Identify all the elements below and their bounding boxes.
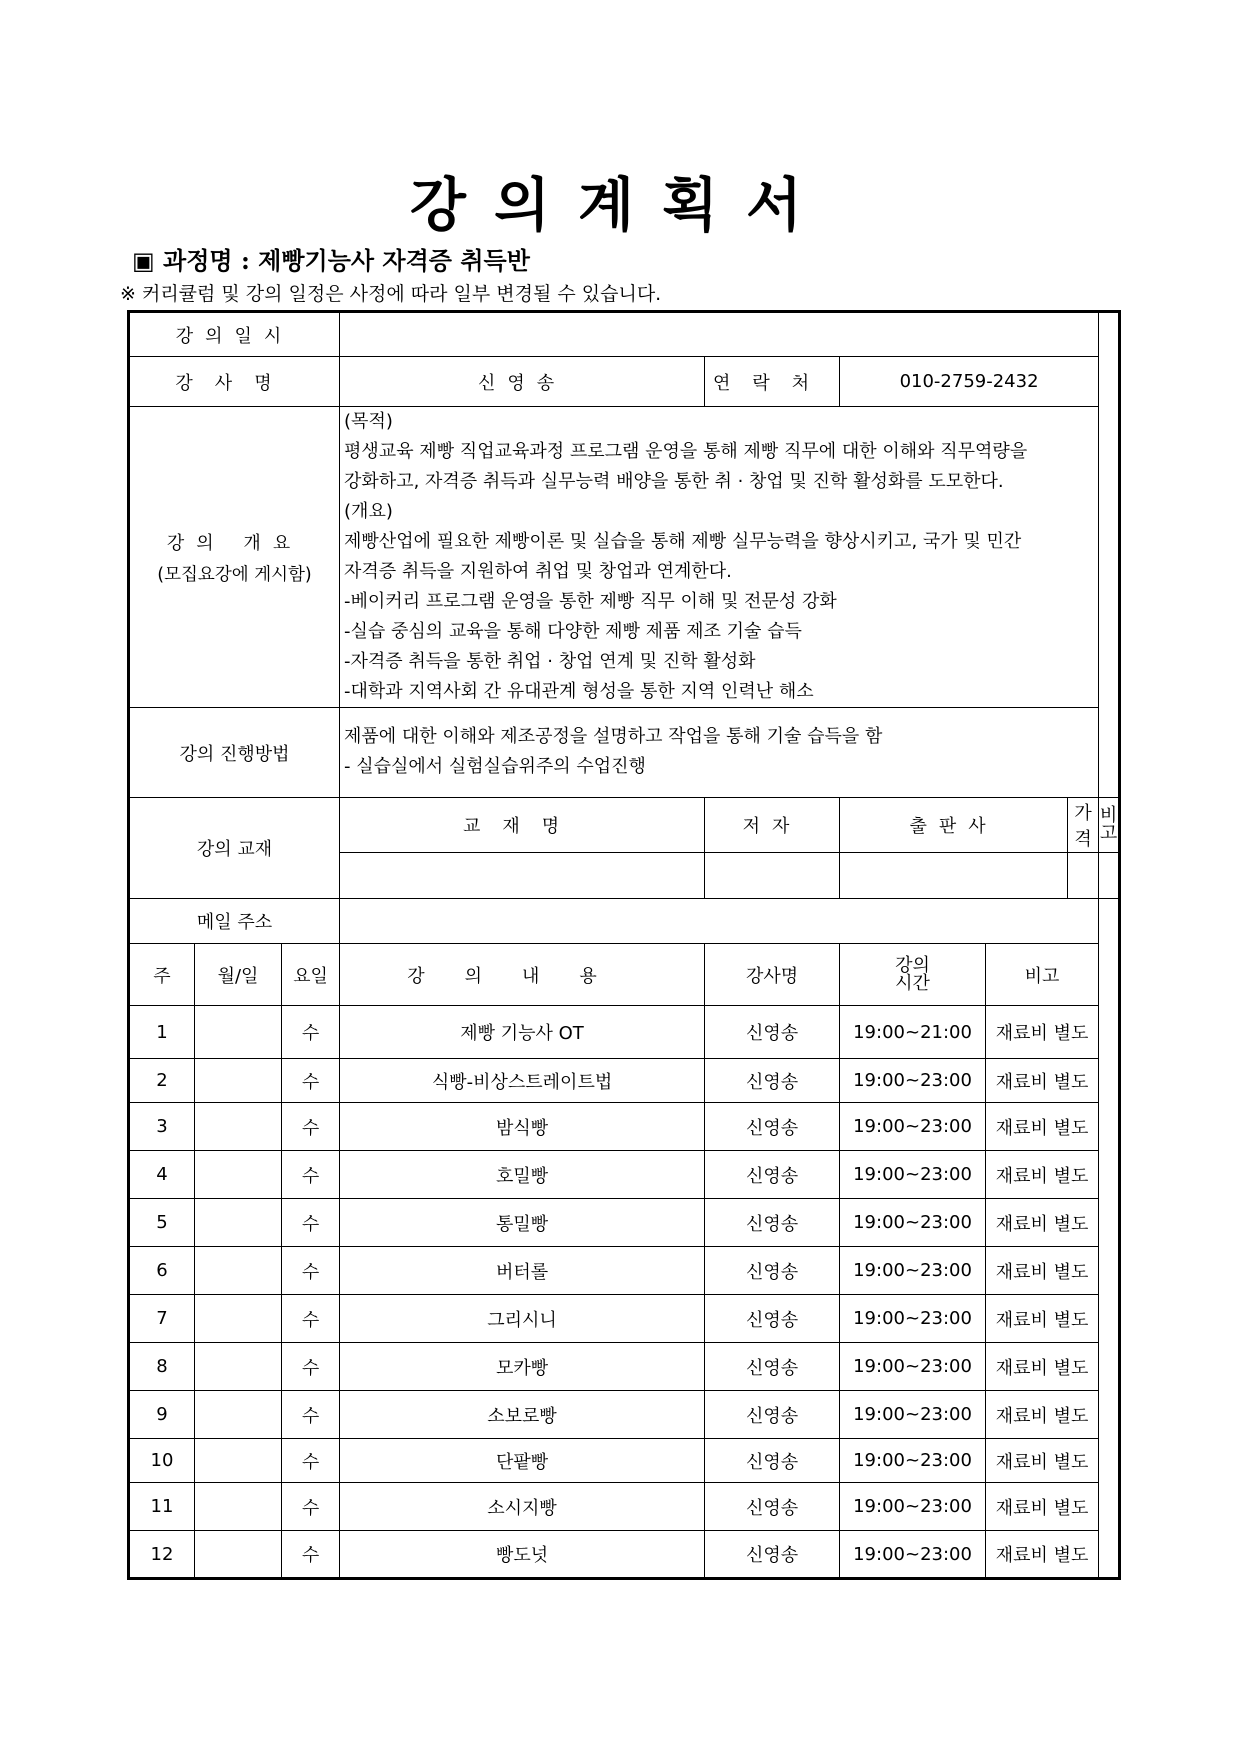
date-cell [195, 1343, 282, 1391]
day-cell: 수 [282, 1343, 340, 1391]
textbook-publisher-cell [840, 853, 1068, 899]
content-cell: 모카빵 [340, 1343, 705, 1391]
week-cell: 1 [129, 1006, 195, 1059]
time-cell: 19:00~23:00 [840, 1439, 986, 1483]
week-cell: 6 [129, 1247, 195, 1295]
date-value [340, 312, 1099, 357]
schedule-row [129, 1151, 1120, 1199]
textbook-header-publisher: 출판사 [840, 798, 1068, 853]
date-cell [195, 1439, 282, 1483]
method-line: - 실습실에서 실험실습위주의 수업진행 [344, 756, 646, 777]
date-header: 월/일 [195, 944, 282, 1006]
overview-line: 평생교육 제빵 직업교육과정 프로그램 운영을 통해 제빵 직무에 대한 이해와 직무역량을 [344, 441, 1028, 462]
schedule-row [129, 1006, 1120, 1059]
schedule-row [129, 1439, 1120, 1483]
note-cell: 재료비 별도 [986, 1531, 1099, 1579]
time-cell: 19:00~23:00 [840, 1483, 986, 1531]
note-cell: 재료비 별도 [986, 1483, 1099, 1531]
contact-value: 010-2759-2432 [840, 357, 1099, 407]
date-cell [195, 1199, 282, 1247]
note-cell: 재료비 별도 [986, 1151, 1099, 1199]
day-cell: 수 [282, 1006, 340, 1059]
instructor-cell: 신영송 [705, 1247, 840, 1295]
instructor-cell: 신영송 [705, 1531, 840, 1579]
schedule-row [129, 1531, 1120, 1579]
date-cell [195, 1483, 282, 1531]
content-cell: 소보로빵 [340, 1391, 705, 1439]
time-header: 강의시간 [840, 944, 986, 1006]
method-content [340, 708, 1099, 798]
week-cell: 2 [129, 1059, 195, 1103]
day-cell: 수 [282, 1391, 340, 1439]
content-cell: 버터롤 [340, 1247, 705, 1295]
day-cell: 수 [282, 1483, 340, 1531]
content-cell: 호밀빵 [340, 1151, 705, 1199]
note-cell: 재료비 별도 [986, 1295, 1099, 1343]
overview-label: 강의 개요 [166, 532, 303, 554]
day-cell: 수 [282, 1059, 340, 1103]
day-cell: 수 [282, 1247, 340, 1295]
date-cell [195, 1151, 282, 1199]
time-cell: 19:00~23:00 [840, 1391, 986, 1439]
date-cell [195, 1059, 282, 1103]
schedule-row [129, 1059, 1120, 1103]
instructor-label: 강사명 [129, 357, 340, 407]
note-header: 비고 [986, 944, 1099, 1006]
day-cell: 수 [282, 1151, 340, 1199]
overview-label-cell [129, 407, 340, 708]
schedule-row [129, 1103, 1120, 1151]
textbook-author-cell [705, 853, 840, 899]
overview-content [340, 407, 1099, 708]
week-cell: 4 [129, 1151, 195, 1199]
lecture-plan-table [127, 310, 1121, 1580]
overview-line: (목적) [344, 411, 393, 432]
content-cell: 빵도넛 [340, 1531, 705, 1579]
schedule-row [129, 1199, 1120, 1247]
overview-line: 강화하고, 자격증 취득과 실무능력 배양을 통한 취 · 창업 및 진학 활성화를 도모한다. [344, 471, 1004, 492]
textbook-note-cell [1099, 853, 1120, 899]
note-cell: 재료비 별도 [986, 1439, 1099, 1483]
textbook-header-note: 비고 [1099, 798, 1120, 853]
instructor-cell: 신영송 [705, 1391, 840, 1439]
overview-line: -베이커리 프로그램 운영을 통한 제빵 직무 이해 및 전문성 강화 [344, 591, 837, 612]
week-header: 주 [129, 944, 195, 1006]
date-cell [195, 1391, 282, 1439]
day-cell: 수 [282, 1295, 340, 1343]
overview-line: 제빵산업에 필요한 제빵이론 및 실습을 통해 제빵 실무능력을 향상시키고, 국가 및 민간 [344, 531, 1022, 552]
time-cell: 19:00~23:00 [840, 1295, 986, 1343]
schedule-notice: ※ 커리큘럼 및 강의 일정은 사정에 따라 일부 변경될 수 있습니다. [120, 283, 662, 305]
instructor-cell: 신영송 [705, 1439, 840, 1483]
note-cell: 재료비 별도 [986, 1199, 1099, 1247]
content-cell: 식빵-비상스트레이트법 [340, 1059, 705, 1103]
week-cell: 12 [129, 1531, 195, 1579]
date-cell [195, 1006, 282, 1059]
day-header: 요일 [282, 944, 340, 1006]
note-cell: 재료비 별도 [986, 1103, 1099, 1151]
note-cell: 재료비 별도 [986, 1391, 1099, 1439]
date-cell [195, 1103, 282, 1151]
week-cell: 8 [129, 1343, 195, 1391]
instructor-cell: 신영송 [705, 1006, 840, 1059]
time-cell: 19:00~23:00 [840, 1247, 986, 1295]
note-cell: 재료비 별도 [986, 1343, 1099, 1391]
schedule-row [129, 1391, 1120, 1439]
contact-label: 연락처 [705, 357, 840, 407]
overview-sublabel: (모집요강에 게시함) [157, 564, 312, 585]
time-cell: 19:00~23:00 [840, 1199, 986, 1247]
method-line: 제품에 대한 이해와 제조공정을 설명하고 작업을 통해 기술 습득을 함 [344, 726, 883, 747]
textbook-header-price: 가격 [1068, 798, 1099, 853]
day-cell: 수 [282, 1531, 340, 1579]
instructor-cell: 신영송 [705, 1199, 840, 1247]
week-cell: 7 [129, 1295, 195, 1343]
content-cell: 그리시니 [340, 1295, 705, 1343]
schedule-row [129, 1295, 1120, 1343]
content-header: 강의내용 [340, 944, 705, 1006]
textbook-name-cell [340, 853, 705, 899]
week-cell: 3 [129, 1103, 195, 1151]
overview-line: -실습 중심의 교육을 통해 다양한 제빵 제품 제조 기술 습득 [344, 621, 802, 642]
content-cell: 제빵 기능사 OT [340, 1006, 705, 1059]
schedule-row [129, 1343, 1120, 1391]
instructor-cell: 신영송 [705, 1295, 840, 1343]
content-cell: 밤식빵 [340, 1103, 705, 1151]
instructor-cell: 신영송 [705, 1343, 840, 1391]
method-label: 강의 진행방법 [129, 708, 340, 798]
overview-line: (개요) [344, 501, 393, 522]
day-cell: 수 [282, 1199, 340, 1247]
day-cell: 수 [282, 1103, 340, 1151]
note-cell: 재료비 별도 [986, 1059, 1099, 1103]
schedule-rows [129, 1006, 1120, 1579]
time-cell: 19:00~23:00 [840, 1343, 986, 1391]
course-name: ▣ 과정명 : 제빵기능사 자격증 취득반 [132, 246, 530, 275]
instructor-cell: 신영송 [705, 1103, 840, 1151]
email-label: 메일 주소 [129, 899, 340, 944]
note-cell: 재료비 별도 [986, 1247, 1099, 1295]
date-cell [195, 1295, 282, 1343]
schedule-row [129, 1247, 1120, 1295]
content-cell: 단팥빵 [340, 1439, 705, 1483]
week-cell: 5 [129, 1199, 195, 1247]
overview-line: -자격증 취득을 통한 취업 · 창업 연계 및 진학 활성화 [344, 651, 756, 672]
page-title: 강의계획서 [409, 171, 831, 239]
week-cell: 10 [129, 1439, 195, 1483]
schedule-row [129, 1483, 1120, 1531]
date-cell [195, 1247, 282, 1295]
note-cell: 재료비 별도 [986, 1006, 1099, 1059]
instructor-cell: 신영송 [705, 1151, 840, 1199]
overview-line: -대학과 지역사회 간 유대관계 형성을 통한 지역 인력난 해소 [344, 681, 814, 702]
instructor-cell: 신영송 [705, 1059, 840, 1103]
week-cell: 11 [129, 1483, 195, 1531]
instructor-value: 신영송 [340, 357, 705, 407]
textbook-header-author: 저자 [705, 798, 840, 853]
date-cell [195, 1531, 282, 1579]
time-cell: 19:00~23:00 [840, 1103, 986, 1151]
time-cell: 19:00~23:00 [840, 1531, 986, 1579]
instructor-header: 강사명 [705, 944, 840, 1006]
instructor-cell: 신영송 [705, 1483, 840, 1531]
week-cell: 9 [129, 1391, 195, 1439]
textbook-header-name: 교재명 [340, 798, 705, 853]
time-cell: 19:00~21:00 [840, 1006, 986, 1059]
textbook-label: 강의 교재 [129, 798, 340, 899]
textbook-price-cell [1068, 853, 1099, 899]
date-label: 강의일시 [129, 312, 340, 357]
day-cell: 수 [282, 1439, 340, 1483]
email-value [340, 899, 1099, 944]
time-cell: 19:00~23:00 [840, 1059, 986, 1103]
time-cell: 19:00~23:00 [840, 1151, 986, 1199]
content-cell: 소시지빵 [340, 1483, 705, 1531]
overview-line: 자격증 취득을 지원하여 취업 및 창업과 연계한다. [344, 561, 732, 582]
content-cell: 통밀빵 [340, 1199, 705, 1247]
